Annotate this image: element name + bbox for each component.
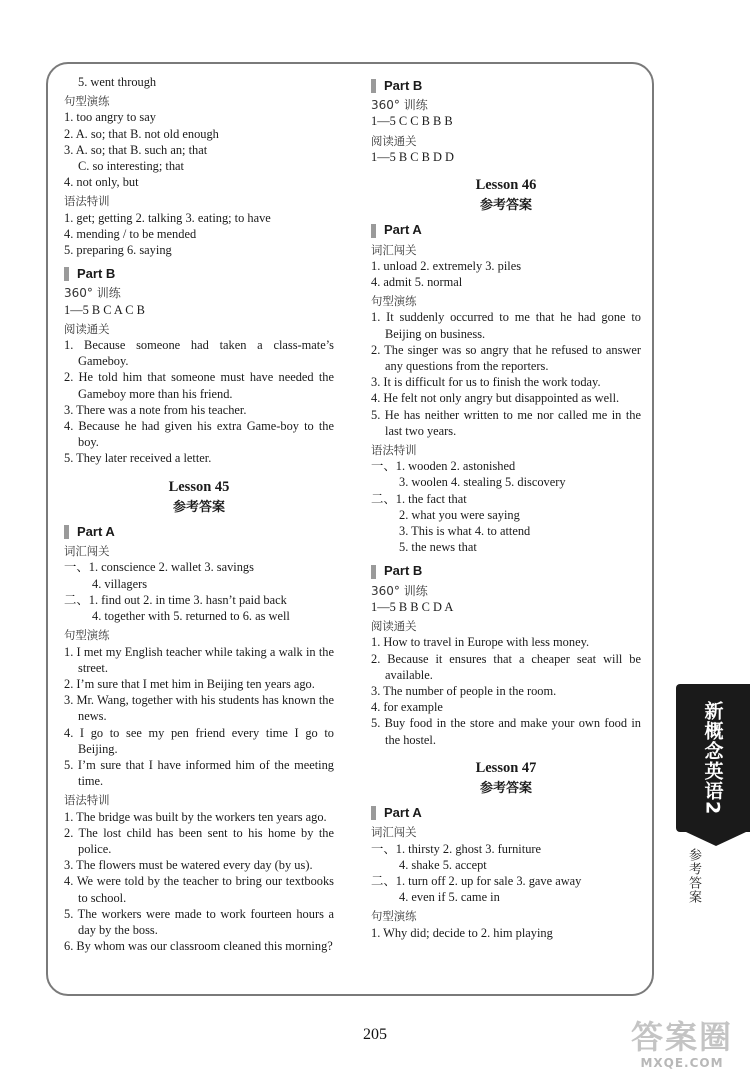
part-title: Part B xyxy=(77,266,116,282)
lesson-title: Lesson 45 xyxy=(168,478,230,495)
grammar-item: 5. preparing 6. saying xyxy=(64,243,172,258)
part-marker xyxy=(371,79,376,93)
grammar-item: 2. The lost child has been sent to his home by the police. xyxy=(64,825,334,856)
pattern-item: 1. Why did; decide to 2. him playing xyxy=(371,925,553,940)
answer-key: 1—5 C C B B B xyxy=(371,114,453,129)
reading-item: 1. How to travel in Europe with less money. xyxy=(371,635,590,650)
part-marker xyxy=(64,525,69,539)
grammar-item: 4. mending / to be mended xyxy=(64,226,197,241)
grammar-item: 2. what you were saying xyxy=(399,507,520,522)
reading-item: 3. The number of people in the room. xyxy=(371,683,557,698)
grammar-item: 5. The workers were made to work fourteen hours a day by the boss. xyxy=(64,906,334,937)
reading-label: 阅读通关 xyxy=(64,321,110,336)
pattern-item: 3. Mr. Wang, together with his students has known the news. xyxy=(64,693,334,724)
answers-heading: 参考答案 xyxy=(479,780,532,796)
patterns-label: 句型演练 xyxy=(64,628,110,643)
grammar-item: 一、1. wooden 2. astonished xyxy=(371,459,516,474)
grammar-label: 语法特训 xyxy=(64,793,110,808)
vocab-label: 词汇闯关 xyxy=(371,825,417,840)
pattern-item: C. so interesting; that xyxy=(78,159,184,174)
answers-heading: 参考答案 xyxy=(479,198,532,214)
reading-item: 2. He told him that someone must have needed the Gameboy more than his friend. xyxy=(64,370,334,401)
vocab-label: 词汇闯关 xyxy=(64,544,110,559)
part-heading xyxy=(371,78,641,94)
training-label: 360° 训练 xyxy=(371,583,428,598)
vocab-item: 二、1. find out 2. in time 3. hasn’t paid back xyxy=(64,592,287,607)
reading-item: 5. Buy food in the store and make your own food in the hostel. xyxy=(371,716,641,747)
page-number: 205 xyxy=(363,1026,387,1043)
part-marker xyxy=(371,224,376,238)
reading-item: 4. Because he had given his extra Game-boy to the boy. xyxy=(64,419,334,450)
grammar-label: 语法特训 xyxy=(371,443,417,458)
patterns-label: 句型演练 xyxy=(371,294,417,309)
part-heading xyxy=(371,805,641,821)
reading-item: 3. There was a note from his teacher. xyxy=(64,402,247,417)
lesson-title: Lesson 46 xyxy=(475,177,537,194)
pattern-item: 4. not only, but xyxy=(64,175,139,190)
reading-item: 1. Because someone had taken a class-mate’s Gameboy. xyxy=(64,338,334,369)
part-heading xyxy=(64,266,334,282)
lesson-title: Lesson 47 xyxy=(475,759,537,776)
vocab-item: 一、1. conscience 2. wallet 3. savings xyxy=(64,560,254,575)
reading-item: 2. Because it ensures that a cheaper seat will be available. xyxy=(371,651,641,682)
grammar-item: 5. the news that xyxy=(399,540,477,555)
pattern-item: 3. It is difficult for us to finish the work today. xyxy=(371,375,601,390)
part-title: Part A xyxy=(384,222,422,238)
part-heading xyxy=(371,563,641,579)
part-heading xyxy=(64,524,334,540)
watermark xyxy=(618,1018,746,1070)
vocab-item: 4. admit 5. normal xyxy=(371,275,463,290)
part-marker xyxy=(64,267,69,281)
grammar-item: 4. We were told by the teacher to bring our textbooks to school. xyxy=(64,874,334,905)
grammar-label: 语法特训 xyxy=(64,194,110,209)
side-tab xyxy=(676,684,750,832)
part-heading xyxy=(371,222,641,238)
grammar-item: 3. woolen 4. stealing 5. discovery xyxy=(399,475,566,490)
part-title: Part B xyxy=(384,563,423,579)
grammar-item: 1. get; getting 2. talking 3. eating; to have xyxy=(64,210,271,225)
vocab-label: 词汇闯关 xyxy=(371,242,417,257)
section-label: 参考答案 xyxy=(686,848,701,904)
vocab-item: 4. shake 5. accept xyxy=(399,857,487,872)
pattern-item: 2. A. so; that B. not old enough xyxy=(64,126,219,141)
vocab-item: 4. together with 5. returned to 6. as well xyxy=(92,609,290,624)
pattern-item: 1. too angry to say xyxy=(64,110,156,125)
vocab-item: 4. villagers xyxy=(92,576,148,591)
pattern-item: 1. I met my English teacher while taking a walk in the street. xyxy=(64,644,334,675)
reading-label: 阅读通关 xyxy=(371,133,417,148)
vocab-item: 一、1. thirsty 2. ghost 3. furniture xyxy=(371,841,542,856)
pattern-item: 4. I go to see my pen friend every time I go to Beijing. xyxy=(64,725,334,756)
pattern-item: 1. It suddenly occurred to me that he had gone to Beijing on business. xyxy=(371,310,641,341)
grammar-item: 3. The flowers must be watered every day (by us). xyxy=(64,858,313,873)
pattern-item: 4. He felt not only angry but disappointed as well. xyxy=(371,391,620,406)
watermark-logo: 答案圈 xyxy=(630,1018,733,1056)
training-label: 360° 训练 xyxy=(371,98,428,113)
part-title: Part A xyxy=(77,524,115,540)
grammar-item: 1. The bridge was built by the workers ten years ago. xyxy=(64,809,327,824)
pattern-item: 2. I’m sure that I met him in Beijing ten years ago. xyxy=(64,676,315,691)
part-marker xyxy=(371,806,376,820)
pattern-item: 2. The singer was so angry that he refused to answer any questions from the reporters. xyxy=(371,342,641,374)
patterns-label: 句型演练 xyxy=(64,94,110,109)
answer-key: 1—5 B B C D A xyxy=(371,599,454,614)
vocab-item: 4. even if 5. came in xyxy=(399,890,500,905)
grammar-item: 6. By whom was our classroom cleaned this morning? xyxy=(64,939,333,954)
left-column xyxy=(64,74,334,954)
reading-item: 4. for example xyxy=(371,700,443,715)
training-label: 360° 训练 xyxy=(64,286,121,301)
reading-label: 阅读通关 xyxy=(371,619,417,634)
patterns-label: 句型演练 xyxy=(371,909,417,924)
pattern-item: 5. I’m sure that I have informed him of the meeting time. xyxy=(64,757,334,789)
vocab-item: 1. unload 2. extremely 3. piles xyxy=(371,258,522,273)
part-title: Part A xyxy=(384,805,422,821)
tab-arrow-icon xyxy=(686,832,746,846)
watermark-url: MXQE.COM xyxy=(640,1056,724,1070)
right-column xyxy=(371,78,641,941)
part-title: Part B xyxy=(384,78,423,93)
pattern-item: 5. He has neither written to me nor called me in the last two years. xyxy=(371,407,641,438)
pattern-item: 3. A. so; that B. such an; that xyxy=(64,142,208,157)
part-marker xyxy=(371,565,376,579)
reading-item: 5. They later received a letter. xyxy=(64,451,212,466)
vocab-item: 二、1. turn off 2. up for sale 3. gave away xyxy=(371,873,582,888)
answers-heading: 参考答案 xyxy=(172,499,225,515)
answer-key: 1—5 B C B D D xyxy=(371,149,454,164)
grammar-item: 二、1. the fact that xyxy=(371,491,467,506)
answer-key: 1—5 B C A C B xyxy=(64,302,145,317)
book-title: 新概念英语2 xyxy=(701,700,724,816)
vocab-item: 5. went through xyxy=(78,75,157,89)
grammar-item: 3. This is what 4. to attend xyxy=(399,524,531,539)
